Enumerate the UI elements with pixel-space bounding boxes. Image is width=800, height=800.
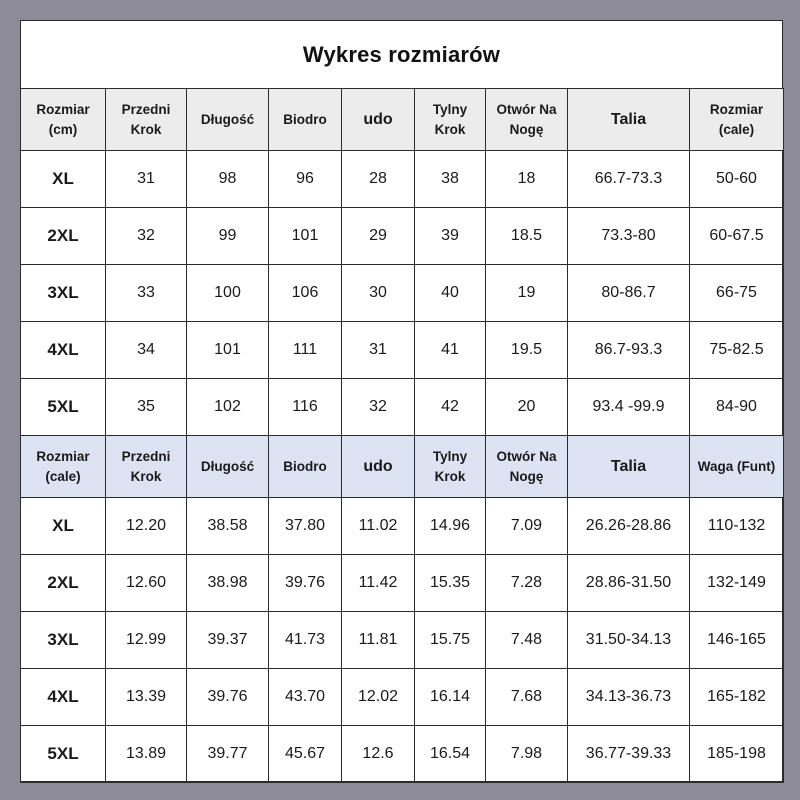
column-header [690, 436, 784, 498]
table-row [21, 612, 784, 669]
table-cell: 19 [486, 265, 568, 322]
size-chart-card [20, 20, 783, 782]
table-cell: 101 [269, 208, 342, 265]
table-cell: 28.86-31.50 [568, 555, 690, 612]
table-cell: 165-182 [690, 669, 784, 726]
column-header-text: (cale) [45, 468, 81, 484]
table-cell: 12.02 [342, 669, 415, 726]
table-cell: 110-132 [690, 498, 784, 555]
table-cell: 66.7-73.3 [568, 151, 690, 208]
table-cell: 18.5 [486, 208, 568, 265]
table-cell: 16.54 [415, 726, 486, 783]
table-cell: 84-90 [690, 379, 784, 436]
table-cell: 38.58 [187, 498, 269, 555]
table-cell: 102 [187, 379, 269, 436]
column-header-text: (cm) [48, 121, 78, 137]
table-cell: 39.76 [187, 669, 269, 726]
table-cell: 33 [106, 265, 187, 322]
size-label: 4XL [21, 669, 106, 726]
column-header [187, 436, 269, 498]
table-cell: 43.70 [269, 669, 342, 726]
table-cell: 40 [415, 265, 486, 322]
column-header [568, 436, 690, 498]
table-row [21, 208, 784, 265]
column-header-text: Waga (Funt) [697, 458, 776, 474]
table-cell: 39.76 [269, 555, 342, 612]
size-label: 2XL [21, 555, 106, 612]
table-cell: 111 [269, 322, 342, 379]
table-row [21, 726, 784, 783]
column-header-text: Rozmiar [36, 448, 90, 464]
table-cell: 60-67.5 [690, 208, 784, 265]
column-header-text: Biodro [283, 111, 327, 127]
column-header-text: Przedni [121, 101, 171, 117]
table-cell: 96 [269, 151, 342, 208]
table-cell: 11.02 [342, 498, 415, 555]
table-cell: 34.13-36.73 [568, 669, 690, 726]
table-cell: 106 [269, 265, 342, 322]
table-cell: 35 [106, 379, 187, 436]
size-label: 2XL [21, 208, 106, 265]
column-header-text: Otwór Na [496, 448, 557, 464]
table-cell: 11.81 [342, 612, 415, 669]
size-label: XL [21, 498, 106, 555]
table-cell: 41.73 [269, 612, 342, 669]
column-header [415, 436, 486, 498]
table-cell: 39.37 [187, 612, 269, 669]
column-header-text: Długość [200, 458, 255, 474]
table-cell: 101 [187, 322, 269, 379]
table-cell: 26.26-28.86 [568, 498, 690, 555]
table-cell: 50-60 [690, 151, 784, 208]
column-header [106, 89, 187, 151]
table-cell: 7.98 [486, 726, 568, 783]
size-label: XL [21, 151, 106, 208]
table-cell: 31 [106, 151, 187, 208]
table-cell: 30 [342, 265, 415, 322]
column-header-text: Tylny [432, 101, 468, 117]
table-cell: 16.14 [415, 669, 486, 726]
column-header [568, 89, 690, 151]
table-cell: 37.80 [269, 498, 342, 555]
column-header [690, 89, 784, 151]
column-header-text: udo [363, 110, 393, 128]
column-header-text: Talia [610, 110, 647, 128]
table-cell: 45.67 [269, 726, 342, 783]
column-header-text: udo [363, 457, 393, 475]
table-cell: 132-149 [690, 555, 784, 612]
column-header [21, 89, 106, 151]
table-cell: 36.77-39.33 [568, 726, 690, 783]
table-cell: 12.6 [342, 726, 415, 783]
column-header-text: (cale) [718, 121, 755, 137]
column-header [269, 89, 342, 151]
table-cell: 100 [187, 265, 269, 322]
table-cell: 185-198 [690, 726, 784, 783]
table-row [21, 555, 784, 612]
column-header-text: Krok [130, 468, 162, 484]
table-row [21, 498, 784, 555]
table-cell: 66-75 [690, 265, 784, 322]
column-header-text: Krok [130, 121, 162, 137]
column-header [106, 436, 187, 498]
table-cell: 38.98 [187, 555, 269, 612]
table-cell: 28 [342, 151, 415, 208]
table-cell: 7.09 [486, 498, 568, 555]
table-cell: 12.20 [106, 498, 187, 555]
table-cell: 38 [415, 151, 486, 208]
table-cell: 20 [486, 379, 568, 436]
table-cell: 15.75 [415, 612, 486, 669]
size-label: 3XL [21, 265, 106, 322]
table-cell: 80-86.7 [568, 265, 690, 322]
size-label: 5XL [21, 726, 106, 783]
table-cell: 11.42 [342, 555, 415, 612]
column-header-text: Nogę [509, 121, 544, 137]
column-header [187, 89, 269, 151]
table-row [21, 669, 784, 726]
column-header [486, 89, 568, 151]
table-cell: 18 [486, 151, 568, 208]
column-header-text: Biodro [283, 458, 327, 474]
table-cell: 15.35 [415, 555, 486, 612]
table-cell: 42 [415, 379, 486, 436]
column-header [269, 436, 342, 498]
table-cell: 7.28 [486, 555, 568, 612]
cm_table-header-row [21, 89, 784, 151]
column-header [415, 89, 486, 151]
table-cell: 19.5 [486, 322, 568, 379]
table-cell: 99 [187, 208, 269, 265]
column-header-text: Nogę [509, 468, 544, 484]
table-cell: 146-165 [690, 612, 784, 669]
table-row [21, 265, 784, 322]
column-header [486, 436, 568, 498]
size-label: 4XL [21, 322, 106, 379]
table-cell: 39 [415, 208, 486, 265]
size-label: 5XL [21, 379, 106, 436]
column-header-text: Rozmiar [36, 101, 90, 117]
column-header-text: Rozmiar [709, 101, 764, 117]
table-cell: 31 [342, 322, 415, 379]
column-header-text: Długość [200, 111, 255, 127]
table-cell: 39.77 [187, 726, 269, 783]
column-header-text: Talia [610, 457, 647, 475]
table-cell: 32 [106, 208, 187, 265]
table-cell: 7.48 [486, 612, 568, 669]
table-row [21, 151, 784, 208]
table-cell: 86.7-93.3 [568, 322, 690, 379]
column-header-text: Przedni [121, 448, 171, 464]
table-cell: 31.50-34.13 [568, 612, 690, 669]
table-cell: 41 [415, 322, 486, 379]
table-cell: 75-82.5 [690, 322, 784, 379]
table-cell: 12.99 [106, 612, 187, 669]
table-cell: 14.96 [415, 498, 486, 555]
table-row [21, 322, 784, 379]
table-cell: 12.60 [106, 555, 187, 612]
column-header [342, 89, 415, 151]
table-row [21, 379, 784, 436]
column-header [21, 436, 106, 498]
table-cell: 93.4 -99.9 [568, 379, 690, 436]
table-cell: 32 [342, 379, 415, 436]
table-cell: 7.68 [486, 669, 568, 726]
table-cell: 29 [342, 208, 415, 265]
table-cell: 34 [106, 322, 187, 379]
table-cell: 116 [269, 379, 342, 436]
table-cell: 98 [187, 151, 269, 208]
table-cell: 73.3-80 [568, 208, 690, 265]
column-header-text: Otwór Na [496, 101, 557, 117]
chart-title: Wykres rozmiarów [302, 42, 501, 67]
column-header-text: Tylny [432, 448, 468, 464]
column-header-text: Krok [434, 468, 466, 484]
table-cell: 13.89 [106, 726, 187, 783]
inch_table-header-row [21, 436, 784, 498]
size-label: 3XL [21, 612, 106, 669]
column-header [342, 436, 415, 498]
size-table [20, 88, 784, 783]
column-header-text: Krok [434, 121, 466, 137]
table-cell: 13.39 [106, 669, 187, 726]
